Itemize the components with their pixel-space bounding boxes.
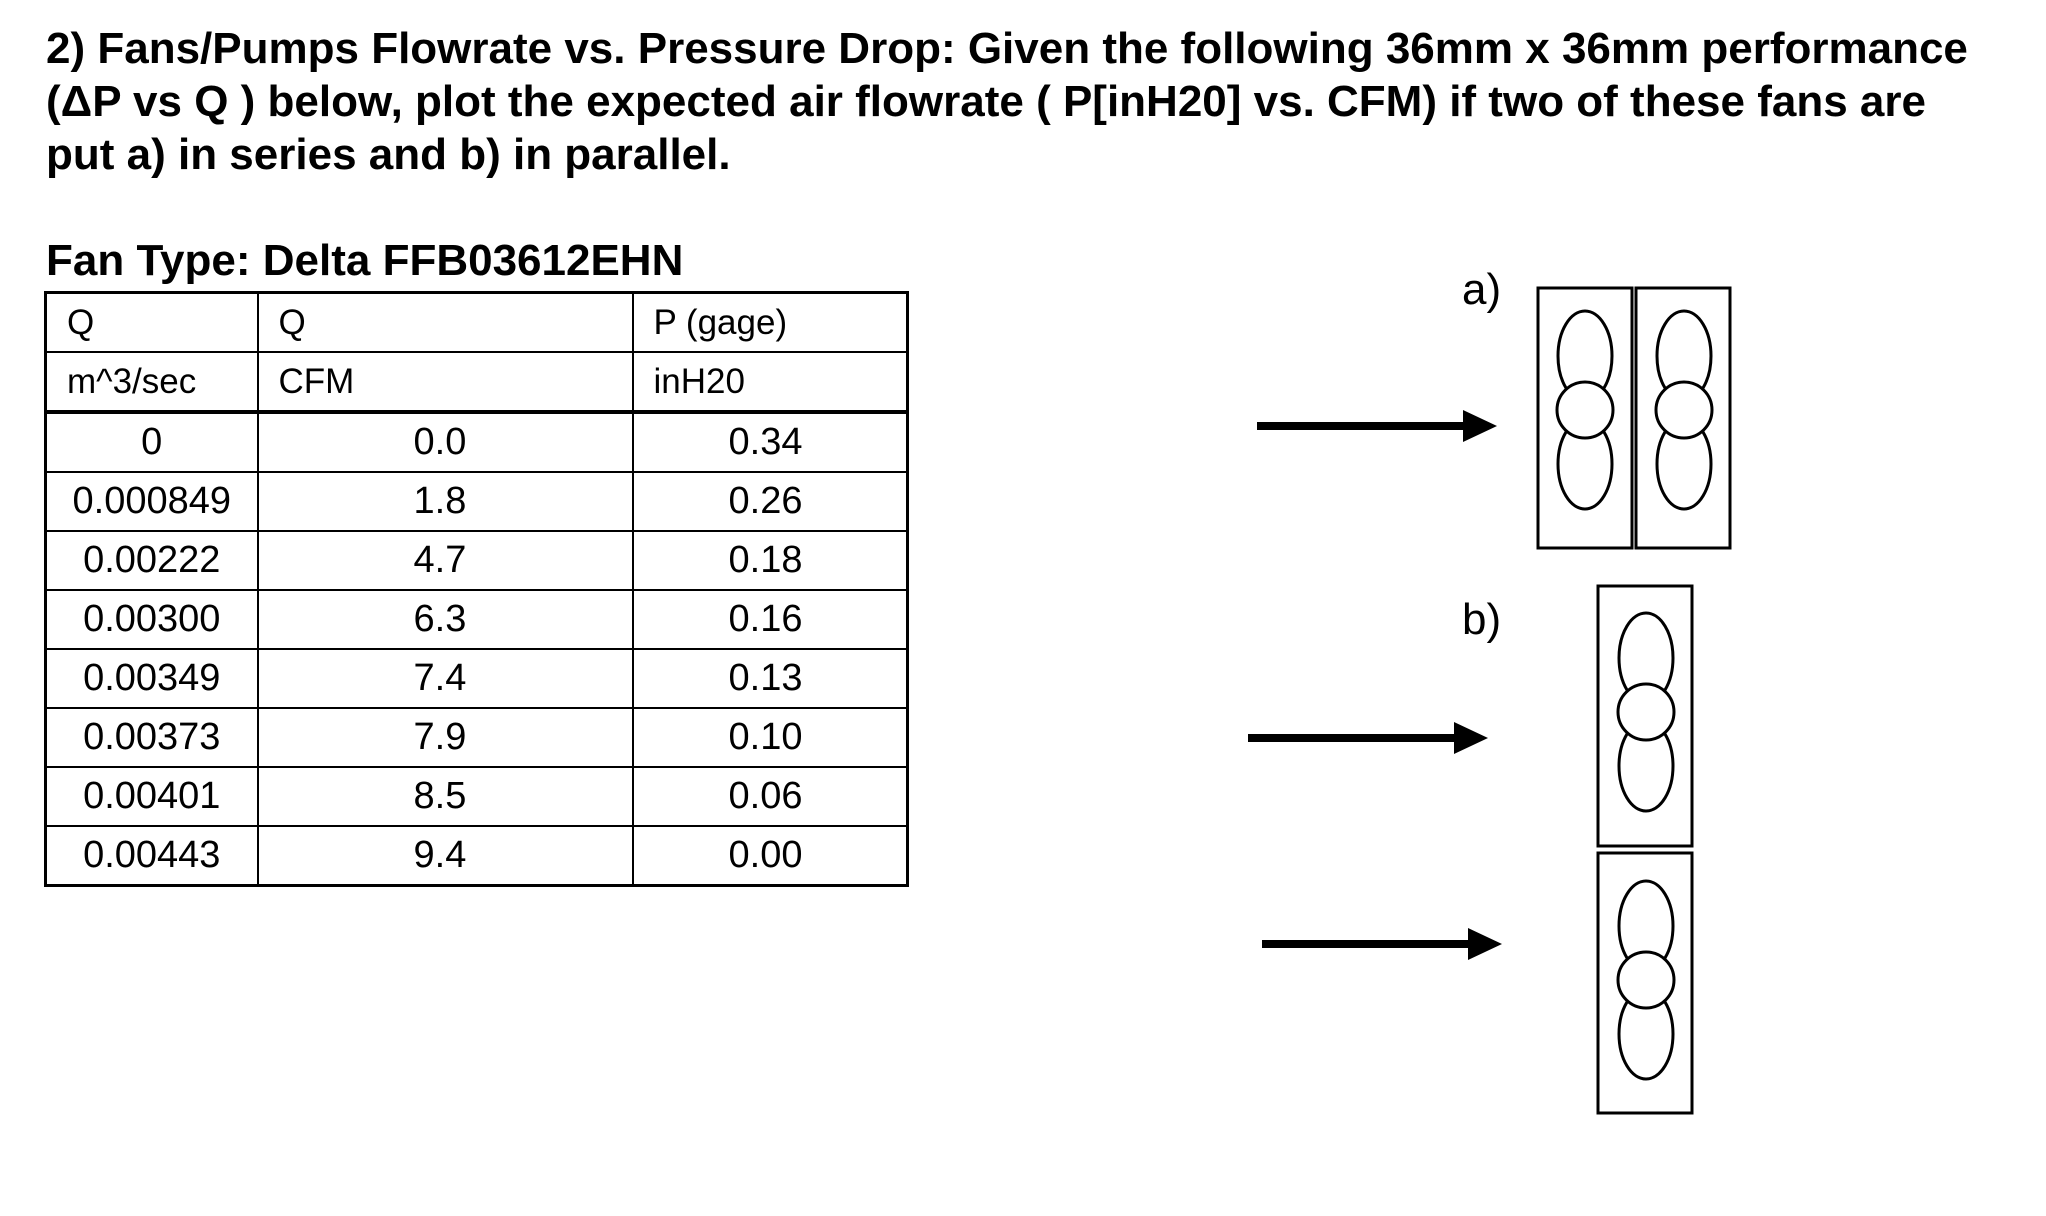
fan-icon bbox=[1618, 613, 1674, 811]
header-q-m3s: Q bbox=[46, 293, 258, 353]
problem-line-2: (ΔP vs Q ) below, plot the expected air flowrate ( P[inH20] vs. CFM) if two of these fans are bbox=[46, 77, 1926, 126]
cell-q-m3s: 0.00443 bbox=[46, 826, 258, 886]
cell-p: 0.06 bbox=[633, 767, 908, 826]
problem-line-3: put a) in series and b) in parallel. bbox=[46, 130, 731, 179]
flow-arrow-icon bbox=[1248, 722, 1488, 754]
cell-q-m3s: 0.00349 bbox=[46, 649, 258, 708]
units-p-inh20: inH20 bbox=[633, 352, 908, 412]
units-q-cfm: CFM bbox=[258, 352, 633, 412]
cell-q-cfm: 4.7 bbox=[258, 531, 633, 590]
series-label: a) bbox=[1462, 265, 1502, 314]
cell-p: 0.00 bbox=[633, 826, 908, 886]
cell-p: 0.10 bbox=[633, 708, 908, 767]
cell-p: 0.34 bbox=[633, 412, 908, 472]
cell-p: 0.13 bbox=[633, 649, 908, 708]
fan-type-heading: Fan Type: Delta FFB03612EHN bbox=[46, 236, 684, 285]
flow-arrow-icon bbox=[1257, 410, 1497, 442]
fan-icon bbox=[1618, 881, 1674, 1079]
parallel-label: b) bbox=[1462, 595, 1502, 644]
flow-arrow-icon bbox=[1262, 928, 1502, 960]
cell-q-cfm: 1.8 bbox=[258, 472, 633, 531]
cell-q-cfm: 7.9 bbox=[258, 708, 633, 767]
cell-q-m3s: 0.00373 bbox=[46, 708, 258, 767]
header-p-gage: P (gage) bbox=[633, 293, 908, 353]
cell-q-cfm: 6.3 bbox=[258, 590, 633, 649]
cell-q-cfm: 8.5 bbox=[258, 767, 633, 826]
cell-q-m3s: 0.00401 bbox=[46, 767, 258, 826]
cell-q-m3s: 0.00222 bbox=[46, 531, 258, 590]
cell-p: 0.18 bbox=[633, 531, 908, 590]
problem-line-1: 2) Fans/Pumps Flowrate vs. Pressure Drop: Given the following 36mm x 36mm performance bbox=[46, 24, 1968, 73]
cell-q-cfm: 0.0 bbox=[258, 412, 633, 472]
cell-q-m3s: 0 bbox=[46, 412, 258, 472]
units-q-m3s: m^3/sec bbox=[46, 352, 258, 412]
fan-icon bbox=[1557, 311, 1613, 509]
fan-icon bbox=[1656, 311, 1712, 509]
cell-p: 0.26 bbox=[633, 472, 908, 531]
cell-q-cfm: 9.4 bbox=[258, 826, 633, 886]
header-q-cfm: Q bbox=[258, 293, 633, 353]
cell-p: 0.16 bbox=[633, 590, 908, 649]
cell-q-m3s: 0.00300 bbox=[46, 590, 258, 649]
cell-q-m3s: 0.000849 bbox=[46, 472, 258, 531]
cell-q-cfm: 7.4 bbox=[258, 649, 633, 708]
